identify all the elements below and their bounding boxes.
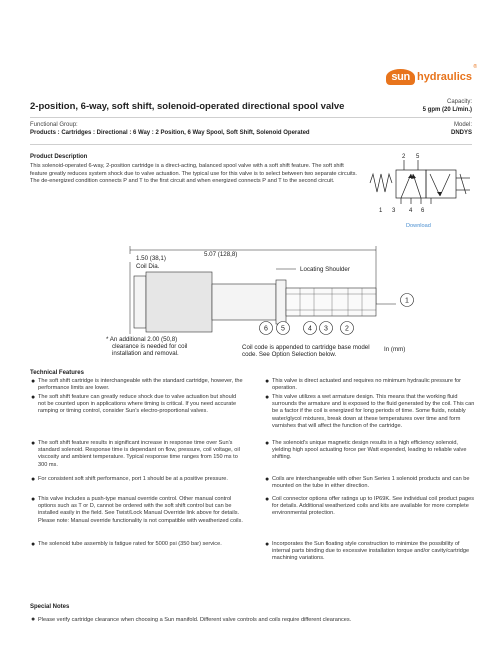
spring-symbol xyxy=(370,174,392,192)
coil-code-line-1: Coil code is appended to cartridge base model xyxy=(242,344,370,351)
cartridge-tube xyxy=(212,284,276,320)
special-note-item: ● Please verify cartridge clearance when choosing a Sun manifold. Different valve controls and coils require different clearances. xyxy=(31,616,352,623)
page-title: 2-position, 6-way, soft shift, solenoid-operated directional spool valve xyxy=(30,101,345,112)
overall-length-dim: 5.07 (128,8) xyxy=(204,251,238,258)
product-description-text: This solenoid-operated 6-way, 2-position cartridge is a direct-acting, balanced spool valve with a soft shift feature. The soft shift feature greatly reduces system shock due to valve actuation. The typical use for this valve is to select between two separate circuits. The de-energized condition connects P and T to the first circuit and when energized connects P and T to the second circuit. xyxy=(30,163,357,185)
feature-right-3: ● The solenoid's unique magnetic design results in a high efficiency solenoid, yielding high spool actuating force per Watt expended, leading to reliable valve shifting. xyxy=(265,440,467,461)
product-description-heading: Product Description xyxy=(30,154,88,160)
coil-nut xyxy=(134,276,146,328)
logo-wordmark: hydraulics xyxy=(416,71,472,83)
sun-hydraulics-logo xyxy=(386,64,477,88)
port-2-number: 2 xyxy=(345,325,349,333)
functional-group-label: Functional Group: xyxy=(30,122,78,128)
port-3-number: 3 xyxy=(324,325,328,333)
cartridge-spool-body xyxy=(286,288,376,316)
header-divider xyxy=(30,117,472,118)
feature-right-6: ● Incorporates the Sun floating style construction to minimize the possibility of internal parts binding due to excessive installation torque and/or cavity/cartridge machining variations. xyxy=(265,541,470,562)
port-5-number: 5 xyxy=(281,325,285,333)
hex-body xyxy=(276,280,286,324)
special-notes-heading: Special Notes xyxy=(30,604,70,610)
feature-left-5: ● This valve includes a push-type manual override control. Other manual control options such as T or D, cannot be ordered with the soft shift control but can be installed easily in the field. See Twist/Lock Manual Override link above for details. Please note: Manual override functionality is not compatible with weatherized coils. xyxy=(31,496,243,524)
model-label: Model: xyxy=(453,122,472,128)
valve-schematic-symbol xyxy=(368,152,472,214)
functional-group-value: Products : Cartridges : Directional : 6 Way : 2 Position, 6 Way Spool, Soft Shift, Solenoid Operated xyxy=(30,130,310,136)
coil-code-line-2: code. See Option Selection below. xyxy=(242,351,337,358)
download-link[interactable]: Download xyxy=(406,223,431,229)
schematic-port-2: 2 xyxy=(402,154,406,160)
logo-sun-mark: sun xyxy=(386,69,415,85)
feature-right-5: ● Coil connector options offer ratings up to IP69K. See individual coil product pages for details. Additional weatherized coils and kits are available for more complete environmental protection. xyxy=(265,496,475,517)
clearance-note-line-1: * An additional 2.00 (50,8) xyxy=(106,336,178,343)
logo-registered-mark: ® xyxy=(473,64,477,70)
schematic-port-4: 4 xyxy=(409,208,413,214)
technical-features-heading: Technical Features xyxy=(30,370,84,376)
schematic-port-3: 3 xyxy=(392,208,396,214)
schematic-port-6: 6 xyxy=(421,208,425,214)
feature-left-1: ● The soft shift cartridge is interchangeable with the standard cartridge, however, the performance limits are lower. xyxy=(31,378,243,392)
cartridge-cutaway-drawing xyxy=(100,244,430,368)
feature-left-3: ● The soft shift feature results in significant increase in response time over Sun's standard solenoid. Response time is dependant on flow, pressure, coil voltage, oil viscosity and ambient temperature. Typical response time ranges from 150 ms to 300 ms. xyxy=(31,440,240,468)
section-divider xyxy=(30,144,472,145)
capacity-value: 5 gpm (20 L/min.) xyxy=(422,107,472,113)
schematic-port-5: 5 xyxy=(416,154,420,160)
coil-diameter-dim: 1.50 (38,1) xyxy=(136,255,166,262)
feature-left-4: ● For consistent soft shift performance, port 1 should be at a positive pressure. xyxy=(31,476,228,483)
feature-right-2: ● This valve utilizes a wet armature design. This means that the working fluid surrounds the armature and is exposed to the fluid generated by the coil. This can be a factor if the coil is energized for long periods of time. Some fluids, notably water/glycol mixtures, break down at these temperatures over time and form varnishes that will affect the function of the cartridge. xyxy=(265,394,475,429)
clearance-note-line-3: installation and removal. xyxy=(112,350,179,357)
port-4-number: 4 xyxy=(308,325,312,333)
feature-right-4: ● Coils are interchangeable with other Sun Series 1 solenoid products and can be mounted on the tube in either direction. xyxy=(265,476,470,490)
feature-left-2: ● The soft shift feature can greatly reduce shock due to valve actuation but should not be counted upon in applications where timing is critical. If you need accurate ramping or timing control, consider Sun's electro-proportional valves. xyxy=(31,394,237,415)
schematic-port-1: 1 xyxy=(379,208,383,214)
feature-left-6: ● The solenoid tube assembly is fatigue rated for 5000 psi (350 bar) service. xyxy=(31,541,222,548)
port-6-number: 6 xyxy=(264,325,268,333)
capacity-label: Capacity: xyxy=(446,99,472,105)
clearance-note-line-2: clearance is needed for coil xyxy=(112,343,188,350)
model-value: DNDYS xyxy=(450,130,472,136)
port-1-number: 1 xyxy=(405,297,409,305)
coil-diameter-label: Coil Dia. xyxy=(136,263,160,270)
feature-right-1: ● This valve is direct actuated and requires no minimum hydraulic pressure for operation. xyxy=(265,378,462,392)
coil-body xyxy=(146,272,212,332)
locating-shoulder-label: Locating Shoulder xyxy=(300,266,350,273)
units-label: In (mm) xyxy=(384,346,406,353)
